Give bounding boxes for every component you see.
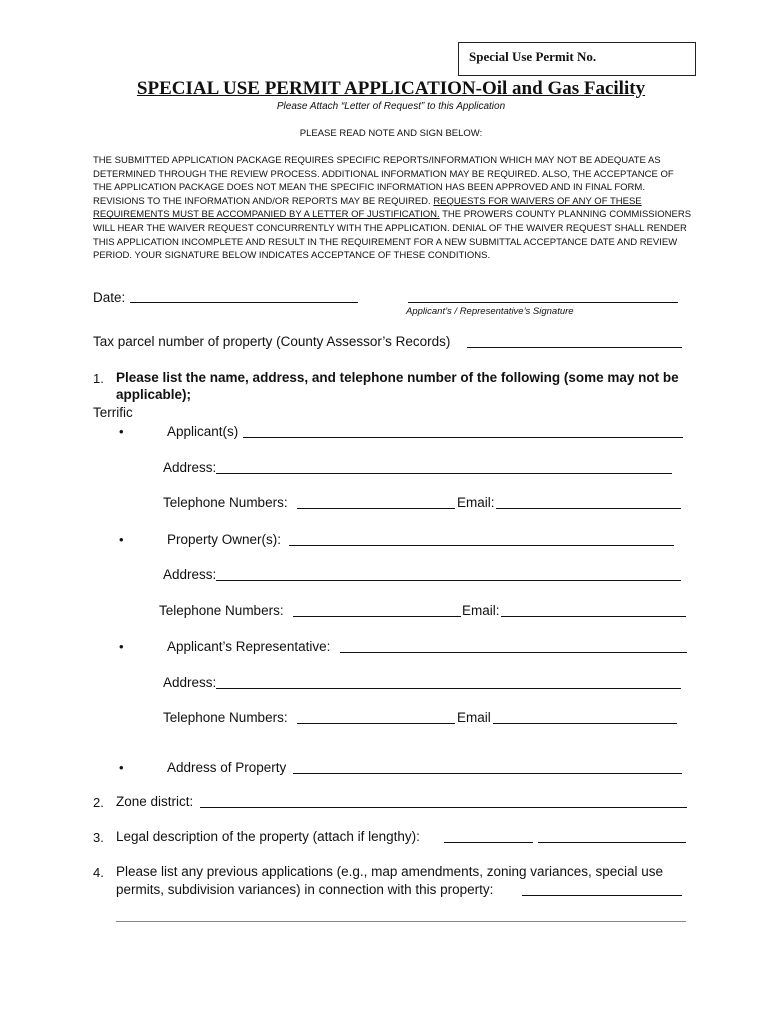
item-1-heading-line-1: Please list the name, address, and telephone number of the following (some may not be <box>116 370 679 385</box>
page-subtitle: Please Attach “Letter of Request” to this Application <box>276 101 506 112</box>
owners-label: Property Owner(s): <box>167 532 282 547</box>
note-heading: PLEASE READ NOTE AND SIGN BELOW: <box>299 128 483 139</box>
owners-phone-label: Telephone Numbers: <box>159 603 284 618</box>
applicants-field[interactable] <box>243 437 683 438</box>
bullet-icon: • <box>119 532 124 547</box>
zone-district-label: Zone district: <box>116 794 194 809</box>
previous-applications-line-2: permits, subdivision variances) in connection with this property: <box>116 882 494 897</box>
notice-part-2: THE PROWERS COUNTY PLANNING COMMISSIONERS WILL HEAR THE WAIVER REQUEST CONCURRENTLY WITH THE APPLICATION. DENIAL OF THE WAIVER REQUEST SHALL RENDER THIS APPLICATION INCOMPLETE AND RESULT IN THE REQUIREMENT FOR A NEW SUBMITTAL ACCEPTANCE DATE AND REVIEW PERIOD. YOUR SIGNATURE BELOW INDICATES ACCEPTANCE OF THESE CONDITIONS. <box>93 209 692 262</box>
permit-number-label: Special Use Permit No. <box>469 49 597 64</box>
notice-part-1: THE SUBMITTED APPLICATION PACKAGE REQUIRES SPECIFIC REPORTS/INFORMATION WHICH MAY NOT BE ADEQUATE AS DETERMINED THROUGH THE REVIEW PROCESS. ADDITIONAL INFORMATION MAY BE REQUIRED. ALSO, THE ACCEPTANCE OF THE APPLICATION PACKAGE DOES NOT MEAN THE SPECIFIC INFORMATION HAS BEEN APPROVED AND IN FINAL FORM. REVISIONS TO THE INFORMATION AND/OR REPORTS MAY BE REQUIRED. <box>93 155 674 207</box>
signature-field[interactable] <box>408 302 678 303</box>
applicants-address-field[interactable] <box>216 473 672 474</box>
owners-address-label: Address: <box>163 567 217 582</box>
applicants-phone-field[interactable] <box>297 508 455 509</box>
owners-phone-field[interactable] <box>293 616 461 617</box>
bullet-icon: • <box>119 424 124 439</box>
bullet-icon: • <box>119 639 124 654</box>
representative-email-field[interactable] <box>493 723 677 724</box>
previous-applications-field[interactable] <box>522 895 682 896</box>
representative-address-label: Address: <box>163 675 217 690</box>
notice-waiver-requirement: REQUESTS FOR WAIVERS OF ANY OF THESE REQUIREMENTS MUST BE ACCOMPANIED BY A LETTER OF JUSTIFICATION. <box>93 195 642 221</box>
applicants-address-label: Address: <box>163 460 217 475</box>
tax-parcel-field[interactable] <box>467 347 682 348</box>
bullet-icon: • <box>119 760 124 775</box>
representative-phone-label: Telephone Numbers: <box>163 710 288 725</box>
notice-paragraph <box>93 154 693 263</box>
representative-label: Applicant’s Representative: <box>167 639 331 654</box>
item-4-number: 4. <box>93 865 104 880</box>
applicants-label: Applicant(s) <box>167 424 239 439</box>
previous-applications-field-2[interactable] <box>116 921 686 922</box>
owners-address-field[interactable] <box>216 580 681 581</box>
applicants-email-field[interactable] <box>496 508 681 509</box>
handwritten-note: Terrific <box>93 405 133 420</box>
applicants-email-label: Email: <box>457 495 495 510</box>
legal-description-field[interactable] <box>444 842 533 843</box>
legal-description-field-2[interactable] <box>538 842 686 843</box>
previous-applications-line-1: Please list any previous applications (e.g., map amendments, zoning variances, special use <box>116 864 664 879</box>
signature-caption: Applicant’s / Representative’s Signature <box>406 306 574 317</box>
applicants-phone-label: Telephone Numbers: <box>163 495 288 510</box>
page-title: SPECIAL USE PERMIT APPLICATION-Oil and Gas Facility <box>136 78 646 99</box>
item-2-number: 2. <box>93 795 104 810</box>
representative-email-label: Email <box>457 710 491 725</box>
date-field[interactable] <box>130 302 358 303</box>
owners-field[interactable] <box>289 545 674 546</box>
item-1-number: 1. <box>93 371 104 386</box>
zone-district-field[interactable] <box>200 807 687 808</box>
owners-email-field[interactable] <box>501 616 686 617</box>
property-address-label: Address of Property <box>167 760 287 775</box>
representative-phone-field[interactable] <box>297 723 455 724</box>
item-1-heading-line-2: applicable); <box>116 387 192 402</box>
owners-email-label: Email: <box>462 603 500 618</box>
item-3-number: 3. <box>93 830 104 845</box>
representative-address-field[interactable] <box>216 688 681 689</box>
property-address-field[interactable] <box>293 773 682 774</box>
tax-parcel-label: Tax parcel number of property (County Assessor’s Records) <box>93 334 451 349</box>
representative-field[interactable] <box>340 652 687 653</box>
permit-number-box[interactable] <box>458 42 696 76</box>
date-label: Date: <box>93 290 126 305</box>
legal-description-label: Legal description of the property (attach if lengthy): <box>116 829 420 844</box>
